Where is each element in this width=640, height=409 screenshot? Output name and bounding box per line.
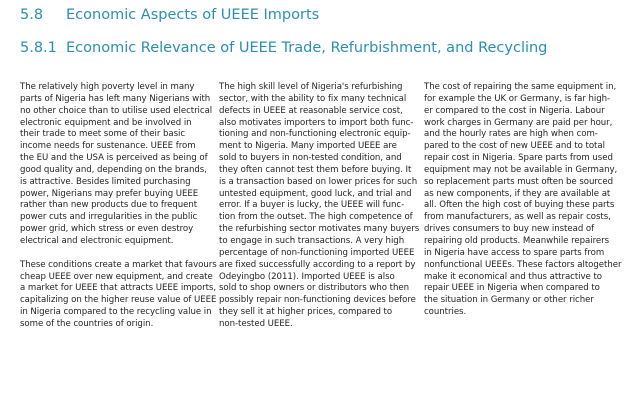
text-line: repair cost in Nigeria. Spare parts from used — [424, 153, 613, 164]
text-line: also motivates importers to import both func- — [219, 117, 414, 128]
text-line: The cost of repairing the same equipment in, — [424, 82, 617, 92]
text-line: possibly repair non-functioning devices before — [219, 295, 416, 306]
text-line: rather than new products due to frequent — [20, 200, 198, 211]
text-line: nonfunctional UEEEs. These factors altogether — [424, 259, 622, 270]
text-line: cheap UEEE over new equipment, and create — [20, 271, 213, 282]
text-column-2 — [219, 82, 419, 331]
text-line: drives consumers to buy new instead of — [424, 224, 595, 235]
text-line: repairing old products. Meanwhile repairers — [424, 235, 610, 246]
text-line: make it economical and thus attractive to — [424, 271, 602, 282]
subsection-number: 5.8.1 — [20, 40, 57, 56]
section-title: Economic Aspects of UEEE Imports — [66, 7, 320, 23]
text-line: electrical and electronic equipment. — [20, 235, 174, 246]
text-line: a market for UEEE that attracts UEEE imports, — [20, 283, 217, 294]
text-line: parts of Nigeria has left many Nigerians with — [20, 93, 211, 104]
paragraph — [219, 82, 419, 331]
text-line: The relatively high poverty level in many — [20, 82, 195, 92]
text-line: no other choice than to utilise used electrical — [20, 105, 213, 116]
text-line: ment to Nigeria. Many imported UEEE are — [219, 141, 397, 152]
text-line: is attractive. Besides limited purchasing — [20, 176, 191, 187]
text-line: some of the countries of origin. — [20, 318, 154, 329]
text-line: power cuts and irregularities in the public — [20, 212, 198, 223]
text-line: all. Often the high cost of buying these parts — [424, 200, 615, 211]
text-line: untested equipment, good luck, and trial and — [219, 188, 412, 199]
text-line: capitalizing on the higher reuse value of UEEE — [20, 295, 217, 306]
subsection-heading — [20, 40, 547, 56]
paragraph — [20, 260, 217, 331]
text-line: and the hourly rates are high when com- — [424, 129, 598, 140]
text-line: error. If a buyer is lucky, the UEEE will func- — [219, 200, 405, 211]
text-line: from manufacturers, as well as repair costs, — [424, 212, 611, 223]
text-line: percentage of non-functioning imported UEEE — [219, 247, 415, 258]
text-line: they sell it at higher prices, compared to — [219, 307, 393, 318]
text-line: countries. — [424, 307, 467, 318]
text-line: These conditions create a market that favours — [20, 259, 217, 270]
text-line: so replacement parts must often be sourced — [424, 176, 613, 187]
subsection-title: Economic Relevance of UEEE Trade, Refurbishment, and Recycling — [66, 40, 548, 56]
text-line: work charges in Germany are paid per hour, — [424, 117, 613, 128]
paragraph — [424, 82, 621, 319]
text-line: good quality and, depending on the brands, — [20, 164, 207, 175]
text-line: are fixed successfully according to a report by — [219, 259, 416, 270]
text-column-1 — [20, 82, 217, 331]
text-line: is a transaction based on lower prices for such — [219, 176, 418, 187]
text-line: tioning and non-functioning electronic equip- — [219, 129, 411, 140]
text-line: in Nigeria compared to the recycling value in — [20, 307, 212, 318]
text-line: equipment may not be available in Germany, — [424, 164, 618, 175]
section-heading — [20, 7, 319, 23]
text-line: tion from the outset. The high competence of — [219, 212, 413, 223]
text-line: pared to the cost of new UEEE and to total — [424, 141, 605, 152]
text-line: as new components, if they are available at — [424, 188, 611, 199]
text-line: non-tested UEEE. — [219, 318, 293, 329]
text-line: the EU and the USA is perceived as being of — [20, 153, 208, 164]
text-line: in Nigeria have access to spare parts from — [424, 247, 605, 258]
text-line: sector, with the ability to fix many technical — [219, 93, 407, 104]
text-line: The high skill level of Nigeria's refurbishing — [219, 82, 403, 92]
text-line: they often cannot test them before buying. It — [219, 164, 412, 175]
text-line: to engage in such transactions. A very high — [219, 235, 405, 246]
text-column-3 — [424, 82, 621, 319]
section-number: 5.8 — [20, 7, 44, 23]
text-line: the situation in Germany or other richer — [424, 295, 594, 306]
text-line: repair UEEE in Nigeria when compared to — [424, 283, 600, 294]
text-line: for example the UK or Germany, is far high- — [424, 93, 611, 104]
text-line: their trade to meet some of their basic — [20, 129, 186, 140]
text-line: sold to buyers in non-tested condition, and — [219, 153, 402, 164]
text-line: er compared to the cost in Nigeria. Labour — [424, 105, 605, 116]
text-line: sold to shop owners or distributors who then — [219, 283, 410, 294]
paragraph-gap — [20, 248, 217, 260]
text-line: power, Nigerians may prefer buying UEEE — [20, 188, 199, 199]
text-line: Odeyingbo (2011). Imported UEEE is also — [219, 271, 395, 282]
paragraph — [20, 82, 217, 248]
text-line: defects in UEEE at reasonable service cost, — [219, 105, 403, 116]
text-line: income needs for sustenance. UEEE from — [20, 141, 196, 152]
text-line: electronic equipment and be involved in — [20, 117, 192, 128]
text-line: the refurbishing sector motivates many buyers — [219, 224, 420, 235]
text-line: power grid, which stress or even destroy — [20, 224, 194, 235]
